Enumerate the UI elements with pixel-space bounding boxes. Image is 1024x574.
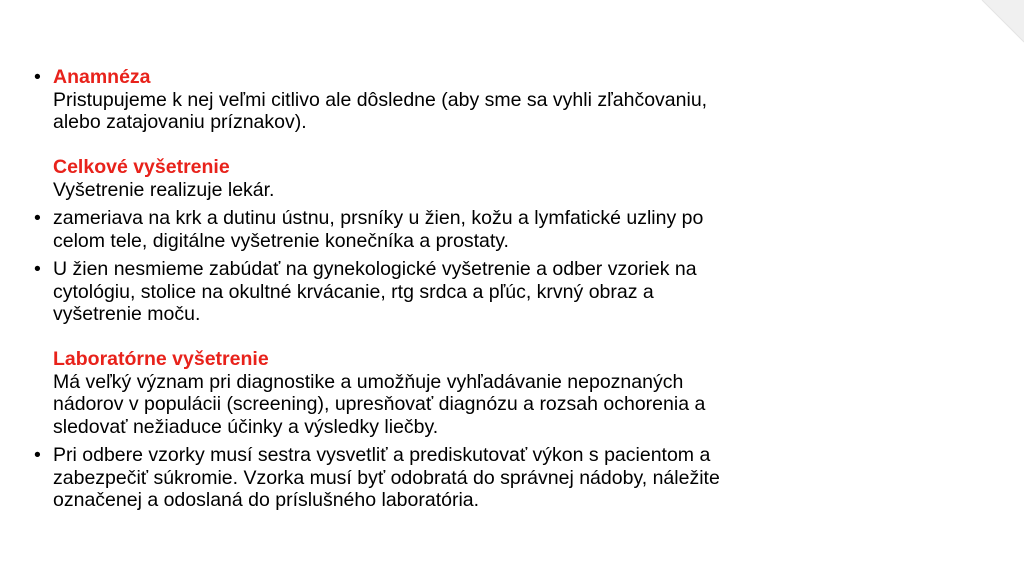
bullet-icon: •	[34, 66, 41, 88]
bullet-list	[34, 66, 994, 518]
list-item-anamneza	[34, 66, 994, 201]
heading-anamneza: Anamnéza	[53, 66, 151, 88]
list-item-pri-odbere	[34, 444, 994, 512]
heading-laboratorne-vysetrenie: Laboratórne vyšetrenie	[53, 348, 269, 370]
bullet-icon: •	[34, 444, 41, 466]
text-line: celom tele, digitálne vyšetrenie konečníka a prostaty.	[53, 229, 509, 252]
text-line: U žien nesmieme zabúdať na gynekologické vyšetrenie a odber vzoriek na	[53, 258, 697, 280]
bullet-icon: •	[34, 258, 41, 280]
text-line: cytológiu, stolice na okultné krvácanie, rtg srdca a pľúc, krvný obraz a	[53, 280, 654, 303]
text-line: Má veľký význam pri diagnostike a umožňuje vyhľadávanie nepoznaných	[53, 370, 684, 393]
list-item-u-zien	[34, 258, 994, 438]
text-line: Pristupujeme k nej veľmi citlivo ale dôsledne (aby sme sa vyhli zľahčovaniu,	[53, 88, 708, 111]
list-item-zameriava	[34, 207, 994, 252]
text-line: vyšetrenie moču.	[53, 303, 201, 325]
text-line: zameriava na krk a dutinu ústnu, prsníky u žien, kožu a lymfatické uzliny po	[53, 207, 704, 229]
text-line: sledovať nežiaduce účinky a výsledky liečby.	[53, 415, 439, 438]
text-line: zabezpečiť súkromie. Vzorka musí byť odobratá do správnej nádoby, náležite	[53, 466, 720, 489]
text-line: alebo zatajovaniu príznakov).	[53, 111, 307, 133]
spacer	[53, 134, 994, 157]
heading-celkove-vysetrenie: Celkové vyšetrenie	[53, 156, 230, 178]
spacer	[53, 326, 994, 349]
text-line: Pri odbere vzorky musí sestra vysvetliť a prediskutovať výkon s pacientom a	[53, 444, 711, 466]
text-line: označenej a odoslaná do príslušného laboratória.	[53, 489, 480, 511]
text-line: nádorov v populácii (screening), upresňovať diagnózu a rozsah ochorenia a	[53, 393, 706, 415]
bullet-icon: •	[34, 207, 41, 229]
corner-decoration-icon	[964, 0, 1024, 60]
text-line: Vyšetrenie realizuje lekár.	[53, 178, 275, 201]
